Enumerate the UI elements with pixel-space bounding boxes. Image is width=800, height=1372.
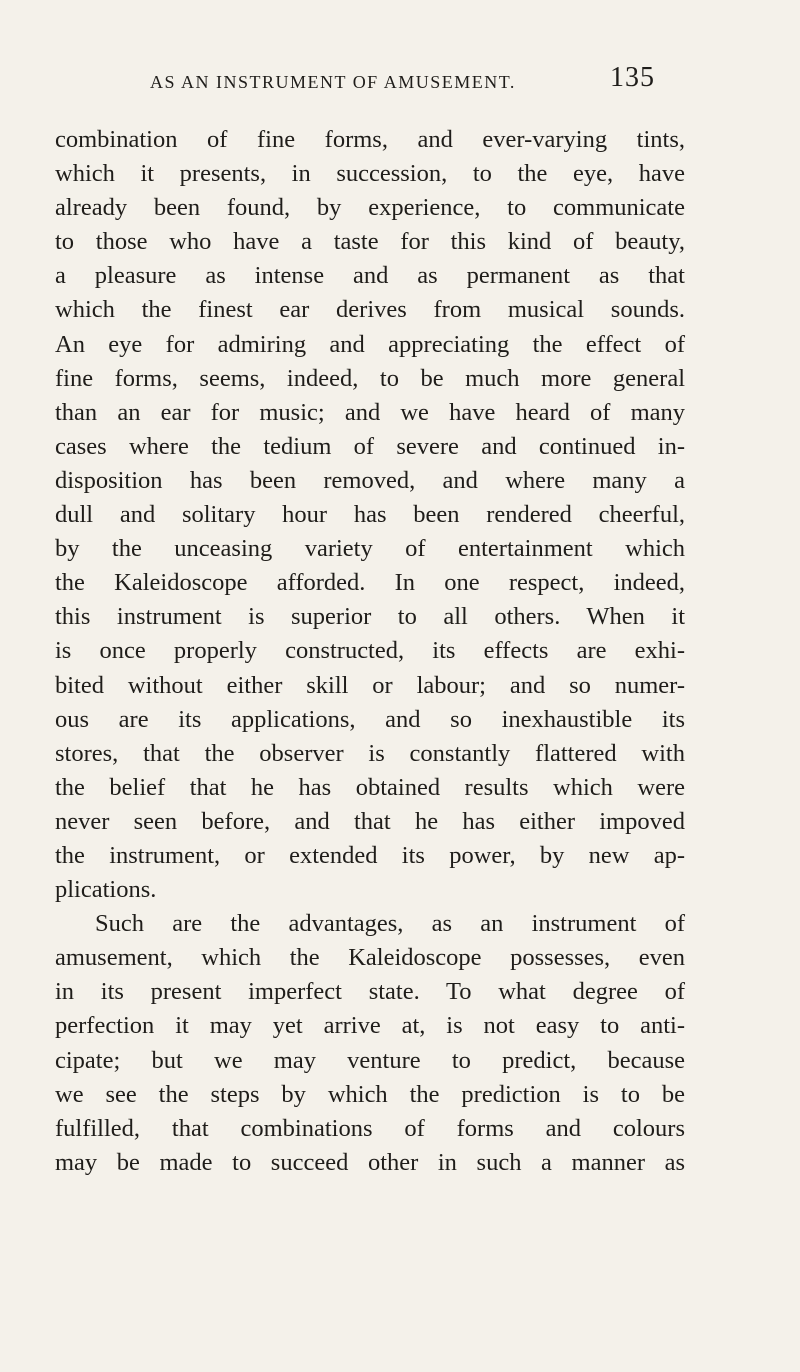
text-line: combination of fine forms, and ever-varying tints, [55,126,685,153]
text-line: bited without either skill or labour; and so numer- [55,671,685,699]
text-line: the Kaleidoscope afforded. In one respect, indeed, [55,569,685,597]
text-line: by the unceasing variety of entertainment which [55,535,685,563]
text-line: disposition has been removed, and where many a [55,466,685,494]
text-line: to those who have a taste for this kind of beauty, [55,228,685,256]
text-line: perfection it may yet arrive at, is not easy to anti- [55,1012,685,1040]
text-line: dull and solitary hour has been rendered cheerful, [55,501,685,529]
text-line: amusement, which the Kaleidoscope possesses, even [55,944,685,972]
text-line: than an ear for music; and we have heard of many [55,398,685,426]
text-line: cases where the tedium of severe and continued in- [55,432,685,460]
text-line: is once properly constructed, its effects are exhi- [55,637,685,665]
text-line: Such are the advantages, as an instrument of [95,910,685,938]
text-line: An eye for admiring and appreciating the effect of [55,330,685,358]
text-line: which the finest ear derives from musical sounds. [55,296,685,324]
text-line: never seen before, and that he has either impoved [55,807,685,835]
text-line: cipate; but we may venture to predict, because [55,1046,685,1074]
text-line: stores, that the observer is constantly flattered with [55,739,685,767]
text-line: in its present imperfect state. To what degree of [55,978,685,1006]
text-line: fulfilled, that combinations of forms and colours [55,1114,685,1142]
text-line: the belief that he has obtained results which were [55,773,685,801]
text-line: a pleasure as intense and as permanent as that [55,262,685,290]
text-line: already been found, by experience, to communicate [55,194,685,222]
text-line: which it presents, in succession, to the eye, have [55,160,685,188]
text-line: fine forms, seems, indeed, to be much more general [55,364,685,392]
text-line: ous are its applications, and so inexhaustible its [55,705,685,733]
text-line: this instrument is superior to all others. When it [55,603,685,631]
running-title: AS AN INSTRUMENT OF AMUSEMENT. [150,72,516,92]
text-line: may be made to succeed other in such a manner as [55,1148,685,1176]
text-line: we see the steps by which the prediction is to be [55,1080,685,1108]
body-text [55,123,685,1180]
text-line: the instrument, or extended its power, by new ap- [55,841,685,869]
page-number: 135 [610,62,655,93]
text-line: plications. [55,876,157,904]
